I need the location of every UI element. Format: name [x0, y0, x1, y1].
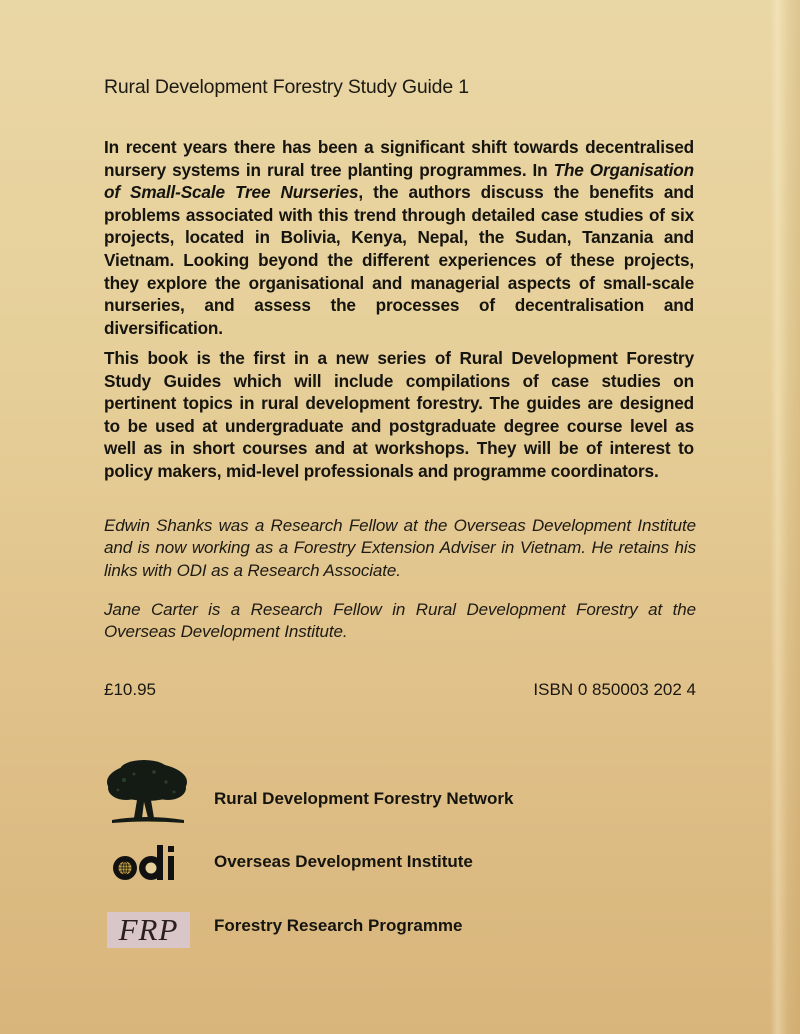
blurb-paragraph-1	[104, 136, 694, 339]
odi-logo	[112, 843, 182, 883]
price: £10.95	[104, 680, 156, 699]
blurb-paragraph-2: This book is the first in a new series of Rural Development Forestry Study Guides which will include compilations of case studies on pertinent topics in rural development forestry. The guides are designed to be used at undergraduate and postgraduate degree course level as well as in short courses and at workshops. They will be of interest to policy makers, mid-level professionals and programme coordinators.	[104, 348, 694, 481]
tree-icon	[104, 758, 190, 828]
book-title: The Organisation of Small-Scale Tree Nurseries	[104, 159, 694, 203]
author-bio-shanks: Edwin Shanks was a Research Fellow at the Overseas Development Institute and is now working as a Forestry Extension Adviser in Vietnam. He retains his links with ODI as a Research Associate.	[104, 516, 696, 580]
series-title: Rural Development Forestry Study Guide 1	[104, 76, 469, 98]
book-spine-edge	[770, 0, 800, 1034]
org-rdfn-name: Rural Development Forestry Network	[214, 789, 514, 808]
org-frp-name: Forestry Research Programme	[214, 916, 463, 935]
org-odi-name: Overseas Development Institute	[214, 852, 473, 871]
blurb-text-end: , the authors discuss the benefits and problems associated with this trend through detailed case studies of six projects, located in Bolivia, Kenya, Nepal, the Sudan, Tanzania and Vietnam. Looking beyond the different experiences of these projects, they explore the organisational and managerial aspects of small-scale nurseries, and assess the processes of decentralisation and diversification.	[104, 182, 694, 338]
author-bio-carter: Jane Carter is a Research Fellow in Rural Development Forestry at the Overseas Development Institute.	[104, 600, 696, 642]
frp-logo: FRP	[107, 912, 190, 948]
blurb-text-start: In recent years there has been a significant shift towards decentralised nursery systems in rural tree planting programmes. In	[104, 137, 694, 180]
isbn: ISBN 0 850003 202 4	[533, 680, 696, 699]
